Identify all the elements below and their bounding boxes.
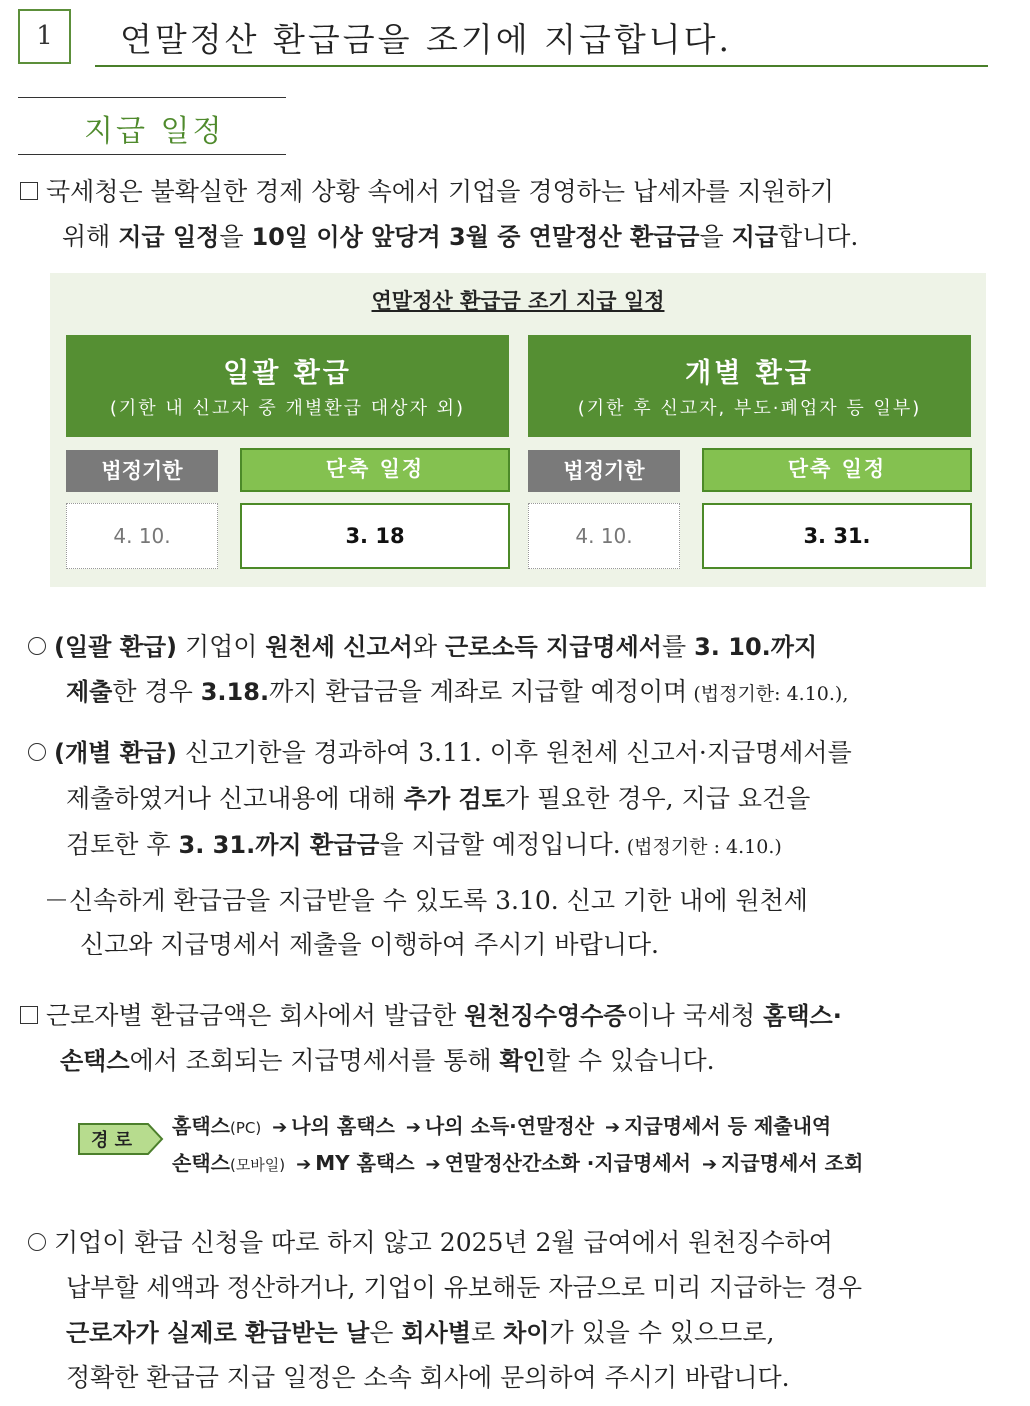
- shortened-date-value-2: 3. 31.: [702, 503, 972, 569]
- route-line-hometax: 홈택스(PC) ➔ 나의 홈택스 ➔ 나의 소득·연말정산 ➔ 지급명세서 등 제출내역: [172, 1114, 832, 1138]
- legal-deadline-label-2: 법정기한: [528, 450, 680, 492]
- subtitle-rule-top: [18, 97, 286, 98]
- arrow-right-icon: ➔: [605, 1117, 621, 1138]
- route-line-sontax: 손택스(모바일) ➔ MY 홈택스 ➔ 연말정산간소화 ·지급명세서 ➔ 지급명세서 조회: [172, 1151, 864, 1175]
- individual-refund-header: 개별 환급 (기한 후 신고자, 부도·폐업자 등 일부): [528, 335, 971, 437]
- dash-note-line-2: 신고와 지급명세서 제출을 이행하여 주시기 바랍니다.: [80, 930, 659, 959]
- legal-deadline-value-2: 4. 10.: [528, 503, 680, 569]
- section-number: 1: [18, 9, 71, 64]
- dash-note-line-1: －신속하게 환급금을 지급받을 수 있도록 3.10. 신고 기한 내에 원천세: [44, 886, 808, 915]
- bullet-company-line-2: 납부할 세액과 정산하거나, 기업이 유보해둔 자금으로 미리 지급하는 경우: [66, 1273, 863, 1302]
- square-bullet-icon: [20, 1006, 38, 1024]
- square-bullet-icon: [20, 182, 38, 200]
- shortened-schedule-label-2: 단축 일정: [702, 448, 972, 492]
- shortened-schedule-label-1: 단축 일정: [240, 448, 510, 492]
- arrow-right-icon: ➔: [405, 1117, 421, 1138]
- bullet-individual-line-2: 제출하였거나 신고내용에 대해 추가 검토가 필요한 경우, 지급 요건을: [66, 784, 811, 813]
- legal-deadline-value-1: 4. 10.: [66, 503, 218, 569]
- shortened-date-value-1: 3. 18: [240, 503, 510, 569]
- lump-refund-header: 일괄 환급 (기한 내 신고자 중 개별환급 대상자 외): [66, 335, 509, 437]
- intro-line-2: 위해 지급 일정을 10일 이상 앞당겨 3월 중 연말정산 환급금을 지급합니다.: [62, 222, 859, 251]
- bullet-individual-line-1: (개별 환급) 신고기한을 경과하여 3.11. 이후 원천세 신고서·지급명세서를: [28, 730, 852, 776]
- section-subtitle: 지급 일정: [84, 114, 225, 149]
- circle-bullet-icon: [28, 1233, 46, 1251]
- bullet-individual-line-3: 검토한 후 3. 31.까지 환급금을 지급할 예정입니다. (법정기한 : 4.10.): [66, 830, 782, 859]
- bullet-lump-line-1: (일괄 환급) 기업이 원천세 신고서와 근로소득 지급명세서를 3. 10.까지: [28, 624, 817, 670]
- page-title: 연말정산 환급금을 조기에 지급합니다.: [120, 20, 733, 59]
- arrow-right-icon: ➔: [701, 1154, 718, 1175]
- subtitle-rule-bottom: [18, 154, 286, 155]
- route-badge-label: 경 로: [91, 1130, 133, 1151]
- schedule-title: 연말정산 환급금 조기 지급 일정: [371, 289, 665, 313]
- bullet-lump-line-2: 제출한 경우 3.18.까지 환급금을 계좌로 지급할 예정이며 (법정기한: 4.10.),: [66, 677, 849, 706]
- section2-line-1: 근로자별 환급금액은 회사에서 발급한 원천징수영수증이나 국세청 홈택스·: [20, 993, 842, 1039]
- arrow-right-icon: ➔: [296, 1154, 312, 1175]
- arrow-right-icon: ➔: [425, 1154, 441, 1175]
- intro-line-1: 국세청은 불확실한 경제 상황 속에서 기업을 경영하는 납세자를 지원하기: [20, 169, 834, 214]
- section2-line-2: 손택스에서 조회되는 지급명세서를 통해 확인할 수 있습니다.: [60, 1046, 715, 1075]
- bullet-company-line-1: 기업이 환급 신청을 따로 하지 않고 2025년 2월 급여에서 원천징수하여: [28, 1220, 833, 1265]
- arrow-right-icon: ➔: [272, 1117, 288, 1138]
- bullet-company-line-3: 근로자가 실제로 환급받는 날은 회사별로 차이가 있을 수 있으므로,: [66, 1318, 775, 1347]
- legal-deadline-label-1: 법정기한: [66, 450, 218, 492]
- circle-bullet-icon: [28, 743, 46, 761]
- title-underline: [95, 65, 988, 67]
- route-badge: [78, 1121, 164, 1157]
- circle-bullet-icon: [28, 637, 46, 655]
- bullet-company-line-4: 정확한 환급금 지급 일정은 소속 회사에 문의하여 주시기 바랍니다.: [66, 1363, 790, 1392]
- schedule-panel: [50, 273, 986, 587]
